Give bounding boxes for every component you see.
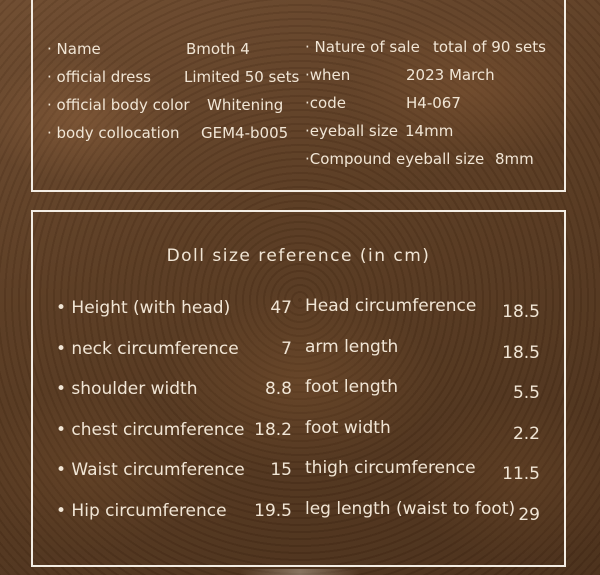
size-right-value: 18.5 bbox=[502, 343, 540, 363]
size-left-value: 8.8 bbox=[264, 379, 292, 399]
size-row bbox=[33, 499, 564, 527]
size-row bbox=[33, 377, 564, 405]
size-left-label: • Hip circumference bbox=[56, 501, 227, 521]
size-left-value: 7 bbox=[281, 339, 292, 359]
size-right-value: 29 bbox=[518, 505, 540, 525]
info-name-label: · Name bbox=[47, 40, 101, 58]
info-sale-label: · Nature of sale bbox=[305, 38, 420, 56]
size-row bbox=[33, 296, 564, 324]
size-left-label: • neck circumference bbox=[56, 339, 239, 359]
info-dress-label: · official dress bbox=[47, 68, 151, 86]
size-left-value: 18.2 bbox=[254, 420, 292, 440]
size-right-label: foot width bbox=[305, 418, 391, 438]
size-left-value: 19.5 bbox=[254, 501, 292, 521]
size-left-value: 15 bbox=[270, 460, 292, 480]
info-eyeball-value: 14mm bbox=[405, 122, 454, 140]
size-right-value: 18.5 bbox=[502, 302, 540, 322]
size-right-label: arm length bbox=[305, 337, 399, 357]
info-when-value: 2023 March bbox=[406, 66, 495, 84]
size-right-value: 11.5 bbox=[502, 464, 540, 484]
size-right-value: 2.2 bbox=[512, 424, 540, 444]
size-row bbox=[33, 418, 564, 446]
info-name-value: Bmoth 4 bbox=[186, 40, 250, 58]
size-right-label: foot length bbox=[305, 377, 399, 397]
size-reference-panel bbox=[31, 210, 566, 567]
info-dress-value: Limited 50 sets bbox=[184, 68, 300, 86]
size-right-value: 5.5 bbox=[512, 383, 540, 403]
product-info-panel bbox=[31, 0, 566, 192]
info-compound-eyeball-label: ·Compound eyeball size bbox=[305, 150, 485, 168]
size-left-value: 47 bbox=[270, 298, 292, 318]
info-when-label: ·when bbox=[305, 66, 351, 84]
size-left-label: • chest circumference bbox=[56, 420, 245, 440]
info-body-collocation-value: GEM4-b005 bbox=[201, 124, 289, 142]
info-code-label: ·code bbox=[305, 94, 346, 112]
info-body-collocation-label: · body collocation bbox=[47, 124, 180, 142]
size-left-label: • shoulder width bbox=[56, 379, 198, 399]
info-compound-eyeball-value: 8mm bbox=[495, 150, 534, 168]
size-reference-title: Doll size reference (in cm) bbox=[166, 246, 431, 266]
info-sale-value: total of 90 sets bbox=[433, 38, 546, 56]
info-body-color-label: · official body color bbox=[47, 96, 190, 114]
size-right-label: thigh circumference bbox=[305, 458, 476, 478]
size-left-label: • Height (with head) bbox=[56, 298, 231, 318]
info-eyeball-label: ·eyeball size bbox=[305, 122, 399, 140]
size-right-label: leg length (waist to foot) bbox=[305, 499, 516, 519]
bottom-decoration bbox=[240, 569, 360, 575]
info-body-color-value: Whitening bbox=[207, 96, 284, 114]
info-code-value: H4-067 bbox=[406, 94, 461, 112]
size-row bbox=[33, 337, 564, 365]
size-left-label: • Waist circumference bbox=[56, 460, 245, 480]
size-right-label: Head circumference bbox=[305, 296, 477, 316]
size-row bbox=[33, 458, 564, 486]
